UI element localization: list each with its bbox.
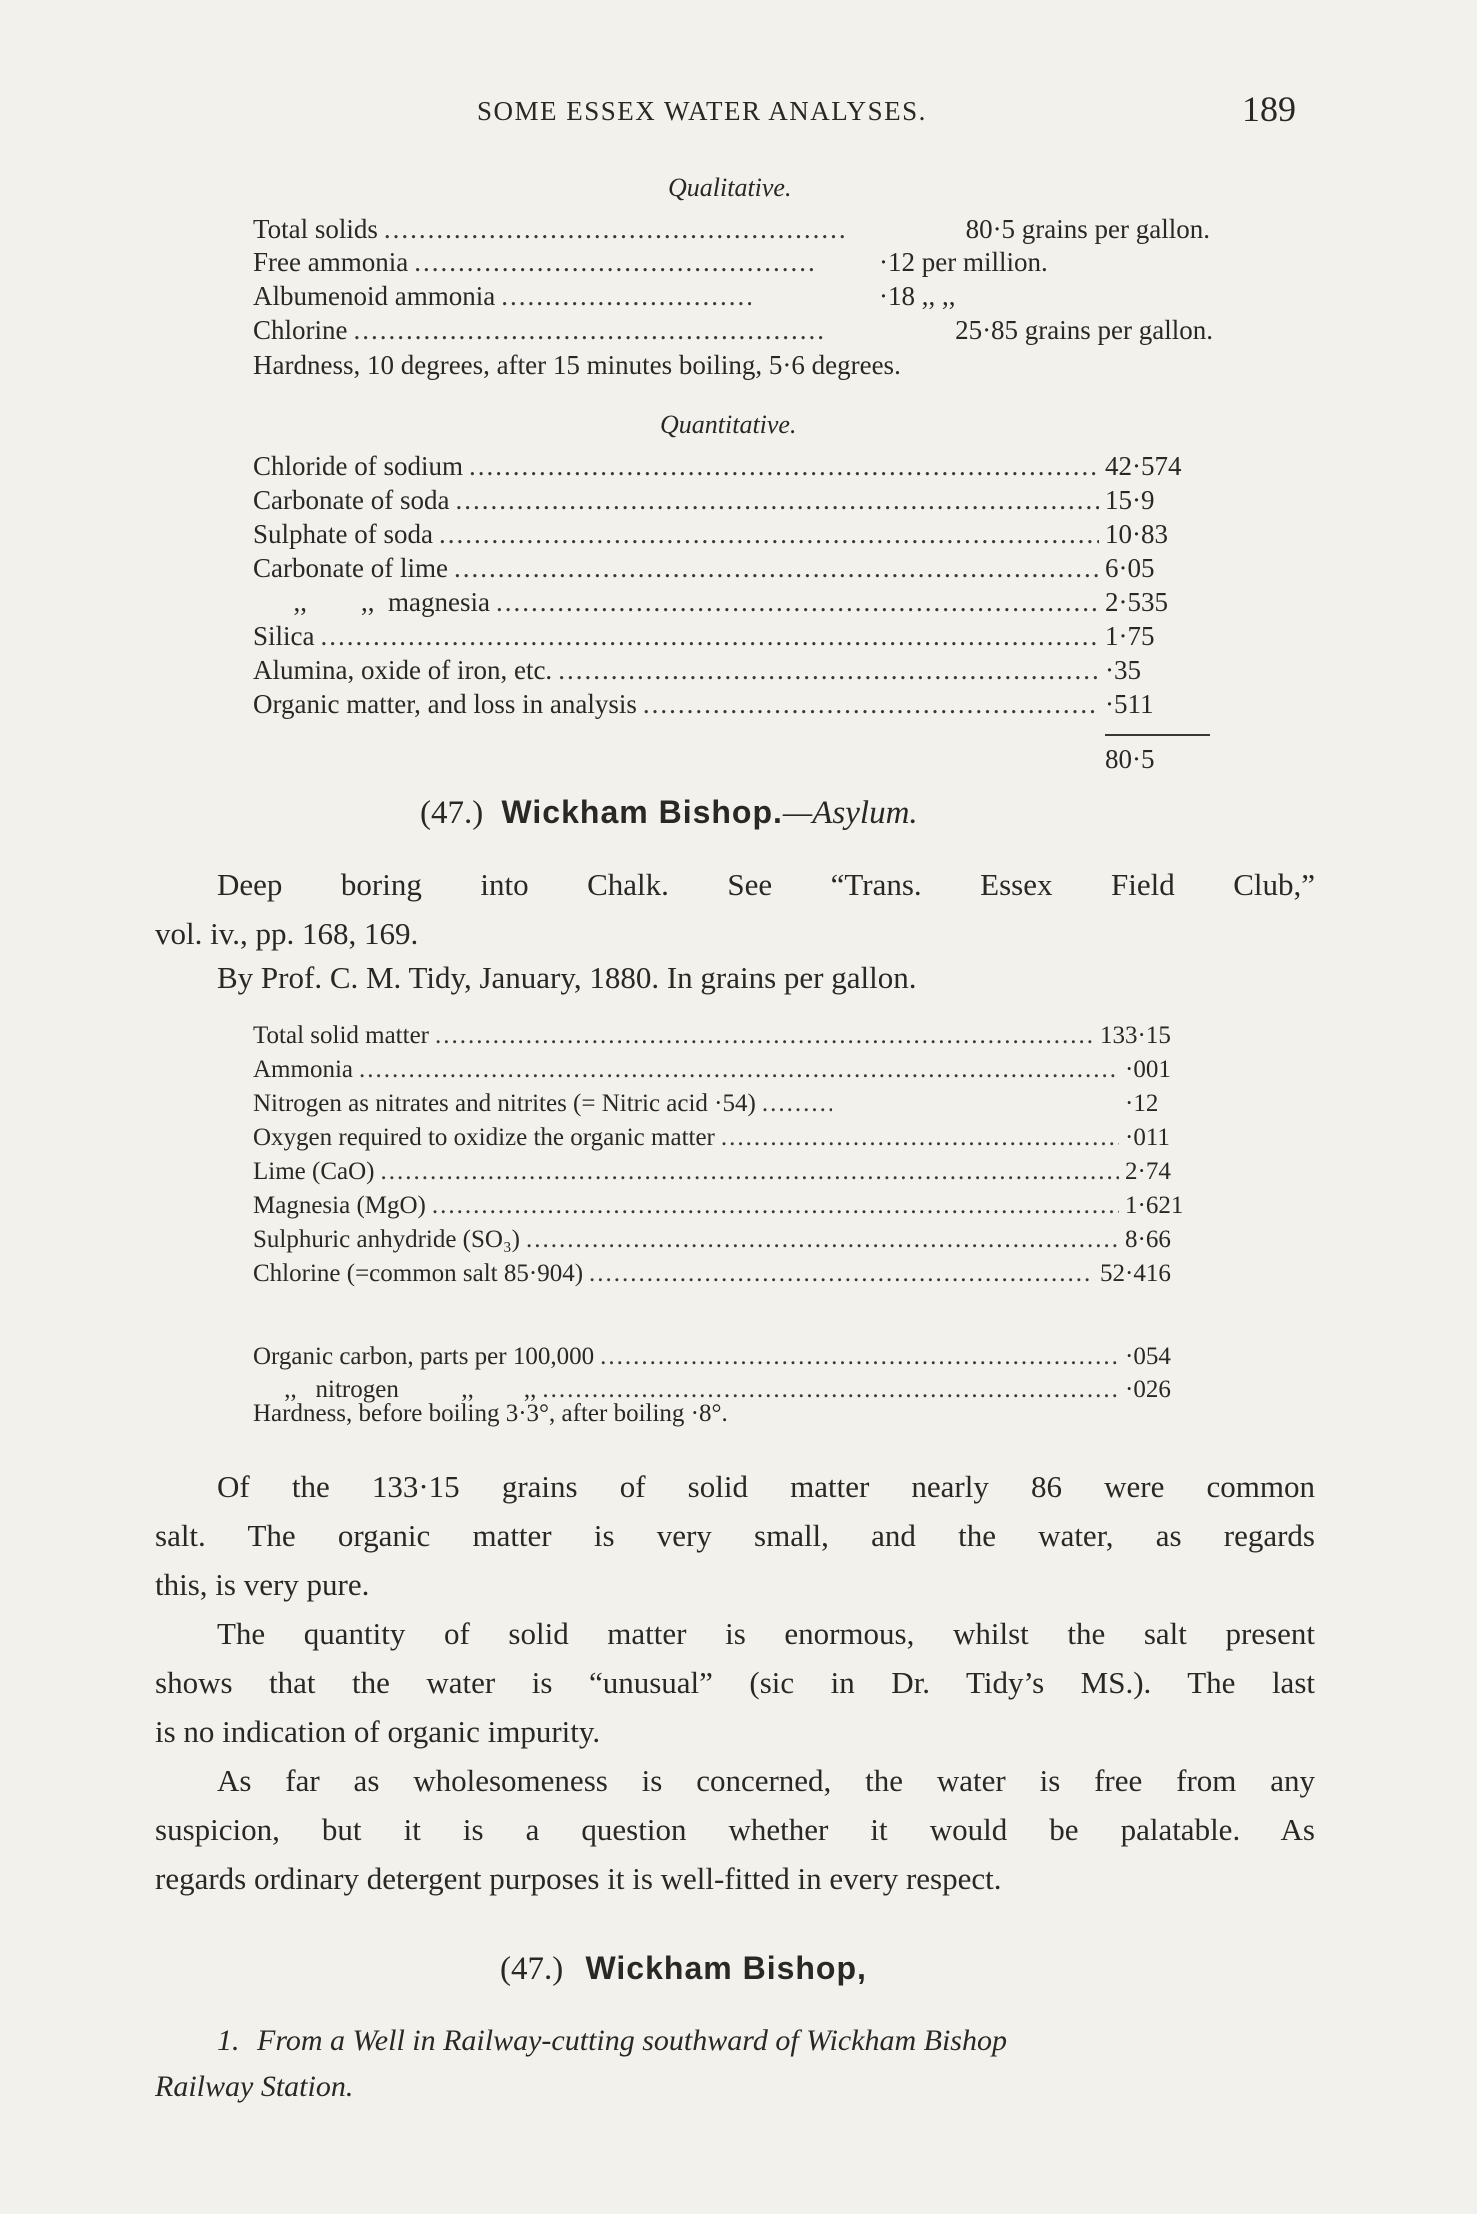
row-value: 6·05 [1105,553,1155,583]
qualitative-row [253,247,1153,278]
row-label: Silica [253,621,315,651]
leader-dots [454,553,1099,584]
row-value: 25·85 grains per gallon. [955,315,1213,345]
qualitative-heading: Qualitative. [668,173,792,202]
text-line: this, is very pure. [155,1567,370,1602]
qualitative-row [253,281,1153,312]
leader-dots [455,485,1099,516]
quantitative-row [253,485,1205,516]
paragraph [155,1609,1315,1756]
row-value: ·18 ,, ,, [879,281,956,311]
row-value: 1·621 [1125,1192,1184,1219]
row-label: Carbonate of soda [253,485,450,515]
row-label: Total solid matter [253,1022,429,1049]
paragraph [155,1756,1315,1903]
row-value: ·054 [1125,1343,1171,1370]
row-value: 15·9 [1105,485,1155,515]
quantitative-row [253,553,1205,584]
section-subtitle: —Asylum. [782,795,918,831]
leader-dots [558,655,1099,686]
analysis-row [253,1158,1205,1186]
leader-dots [439,519,1099,550]
leader-dots [643,689,1099,720]
leader-dots [762,1090,832,1118]
row-label: Total solids [253,214,378,244]
section-number: (47.) [420,795,484,831]
analysis-row [253,1260,1205,1288]
row-label: ,, nitrogen ,, ,, [253,1376,537,1403]
leader-dots [526,1226,1119,1254]
leader-dots [496,587,1099,618]
quantitative-row [253,451,1205,482]
leader-dots [321,621,1100,652]
qualitative-row [253,315,1213,346]
text-line: The quantity of solid matter is enormous, whilst the salt present [217,1616,1315,1651]
leader-dots [384,214,844,245]
row-value: 8·66 [1125,1226,1171,1253]
text-line: Of the 133·15 grains of solid matter nearly 86 were common [217,1469,1315,1504]
row-value: ·12 [1125,1090,1159,1117]
text-line: Deep boring into Chalk. See “Trans. Essex Field Club,” [217,867,1315,902]
text-line: As far as wholesomeness is concerned, the water is free from any [217,1763,1315,1798]
row-value: ·511 [1105,689,1154,719]
section-number: (47.) [500,1951,564,1987]
qualitative-row [253,214,1210,245]
row-label: Nitrogen as nitrates and nitrites (= Nitric acid ·54) [253,1090,756,1117]
text-line: is no indication of organic impurity. [155,1714,601,1749]
analysis-row [253,1056,1205,1084]
analysis-row [253,1226,1205,1254]
quantitative-total: 80·5 [1105,744,1155,774]
row-label: Chlorine [253,315,348,345]
analysis-row [253,1192,1205,1220]
page-number: 189 [1242,89,1296,129]
row-value: 10·83 [1105,519,1168,549]
section-name: Wickham Bishop. [501,794,783,830]
quantitative-row [253,689,1205,720]
section-intro [155,860,1315,958]
running-title: SOME ESSEX WATER ANALYSES. [477,96,927,126]
row-label: Chlorine (=common salt 85·904) [253,1260,584,1287]
row-value: ·12 per million. [879,247,1048,277]
analysis-row [253,1124,1205,1152]
leader-dots [414,247,814,278]
row-value: 42·574 [1105,451,1182,481]
text-line: salt. The organic matter is very small, and the water, as regards [155,1518,1315,1553]
leader-dots [501,281,751,312]
row-label: Ammonia [253,1056,353,1083]
row-label: Free ammonia [253,247,409,277]
row-label: ,, ,, magnesia [253,587,490,617]
row-value: 80·5 grains per gallon. [965,214,1210,244]
section-title [500,1950,867,1988]
section-title [420,794,918,832]
qualitative-hardness: Hardness, 10 degrees, after 15 minutes boiling, 5·6 degrees. [253,350,901,380]
row-label: Organic matter, and loss in analysis [253,689,637,719]
row-label: Oxygen required to oxidize the organic matter [253,1124,715,1151]
row-value: 52·416 [1100,1260,1171,1287]
row-label: Organic carbon, parts per 100,000 [253,1343,595,1370]
footnote-marker: 1. [217,2024,240,2057]
text-line: regards ordinary detergent purposes it is well-fitted in every respect. [155,1861,1002,1896]
row-label: Carbonate of lime [253,553,448,583]
section-hardness: Hardness, before boiling 3·3°, after boiling ·8°. [253,1400,728,1427]
quantitative-heading: Quantitative. [660,410,797,439]
row-label: Magnesia (MgO) [253,1192,426,1219]
row-value: ·011 [1125,1124,1170,1151]
analysis-row [253,1022,1205,1050]
row-value: ·35 [1105,655,1141,685]
leader-dots [380,1158,1119,1186]
row-label: Sulphuric anhydride (SO₃) [253,1226,521,1253]
text-line: suspicion, but it is a question whether it would be palatable. As [155,1812,1315,1847]
row-label: Albumenoid ammonia [253,281,496,311]
analysis-row [253,1090,1205,1118]
leader-dots [721,1124,1119,1152]
row-label: Alumina, oxide of iron, etc. [253,655,553,685]
leader-dots [435,1022,1094,1050]
text-line: shows that the water is “unusual” (sic in Dr. Tidy’s MS.). The last [155,1665,1315,1700]
row-label: Chloride of sodium [253,451,463,481]
footnote-line [217,2024,1007,2058]
leader-dots [354,315,824,346]
quantitative-row [253,655,1205,686]
quantitative-row [253,587,1205,618]
analysis-row [253,1343,1205,1371]
row-value: 133·15 [1100,1022,1171,1049]
leader-dots [359,1056,1119,1084]
leader-dots [432,1192,1119,1220]
row-value: ·026 [1125,1376,1171,1403]
sum-rule [1105,734,1210,736]
paragraph [155,1462,1315,1609]
quantitative-row [253,519,1205,550]
footnote-text: From a Well in Railway-cutting southward of Wickham Bishop [257,2024,1007,2057]
row-value: ·001 [1125,1056,1171,1083]
leader-dots [600,1343,1119,1371]
text-line: vol. iv., pp. 168, 169. [155,916,419,951]
footnote-line: Railway Station. [155,2070,354,2103]
row-label: Sulphate of soda [253,519,433,549]
section-attribution: By Prof. C. M. Tidy, January, 1880. In grains per gallon. [217,960,917,995]
row-value: 1·75 [1105,621,1155,651]
leader-dots [469,451,1099,482]
quantitative-row [253,621,1205,652]
leader-dots [589,1260,1094,1288]
section-name: Wickham Bishop, [585,1950,867,1986]
row-value: 2·535 [1105,587,1168,617]
row-label: Lime (CaO) [253,1158,375,1185]
row-value: 2·74 [1125,1158,1171,1185]
